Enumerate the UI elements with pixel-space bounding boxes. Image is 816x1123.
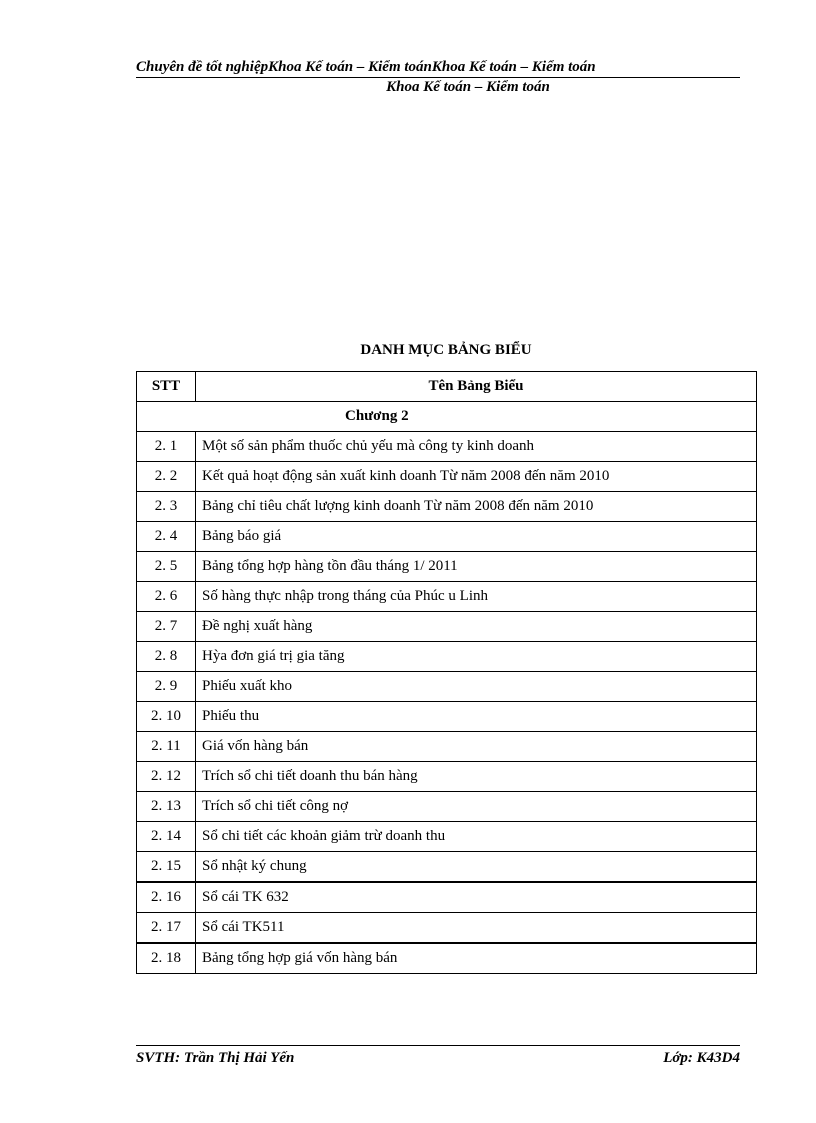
header-title-line: Chuyên đề tốt nghiệpKhoa Kế toán – Kiểm toánKhoa Kế toán – Kiểm toán xyxy=(136,59,596,75)
row-name: Kết quả hoạt động sản xuất kinh doanh Từ năm 2008 đến năm 2010 xyxy=(196,462,757,492)
row-stt: 2. 14 xyxy=(137,822,196,852)
page-header xyxy=(136,56,740,96)
row-stt: 2. 7 xyxy=(137,612,196,642)
table-row xyxy=(137,522,757,552)
column-header-stt: STT xyxy=(137,372,196,402)
row-name: Hỳa đơn giá trị gia tăng xyxy=(196,642,757,672)
table-row xyxy=(137,462,757,492)
row-name: Sổ cái TK 632 xyxy=(196,882,757,913)
table-row xyxy=(137,612,757,642)
table-row xyxy=(137,913,757,944)
row-stt: 2. 15 xyxy=(137,852,196,883)
row-name: Trích sổ chi tiết doanh thu bán hàng xyxy=(196,762,757,792)
table-body xyxy=(137,402,757,974)
row-stt: 2. 16 xyxy=(137,882,196,913)
row-name: Sổ chi tiết các khoản giảm trừ doanh thu xyxy=(196,822,757,852)
table-row xyxy=(137,882,757,913)
row-stt: 2. 6 xyxy=(137,582,196,612)
row-name: Phiếu thu xyxy=(196,702,757,732)
table-row xyxy=(137,852,757,883)
column-header-name: Tên Bảng Biểu xyxy=(196,372,757,402)
table-row xyxy=(137,732,757,762)
table-row xyxy=(137,432,757,462)
row-name: Đề nghị xuất hàng xyxy=(196,612,757,642)
footer-author: SVTH: Trần Thị Hải Yến xyxy=(136,1050,295,1066)
table-row xyxy=(137,822,757,852)
row-name: Bảng báo giá xyxy=(196,522,757,552)
row-stt: 2. 4 xyxy=(137,522,196,552)
row-stt: 2. 9 xyxy=(137,672,196,702)
table-row xyxy=(137,672,757,702)
row-name: Phiếu xuất kho xyxy=(196,672,757,702)
table-row xyxy=(137,943,757,974)
row-stt: 2. 3 xyxy=(137,492,196,522)
row-stt: 2. 12 xyxy=(137,762,196,792)
row-stt: 2. 18 xyxy=(137,943,196,974)
row-name: Một số sản phẩm thuốc chủ yếu mà công ty kinh doanh xyxy=(196,432,757,462)
row-name: Bảng tổng hợp giá vốn hàng bán xyxy=(196,943,757,974)
table-row xyxy=(137,762,757,792)
page-footer xyxy=(136,1045,740,1067)
row-name: Bảng chỉ tiêu chất lượng kinh doanh Từ năm 2008 đến năm 2010 xyxy=(196,492,757,522)
row-stt: 2. 1 xyxy=(137,432,196,462)
table-row xyxy=(137,702,757,732)
row-stt: 2. 5 xyxy=(137,552,196,582)
table-list xyxy=(136,371,757,974)
table-row xyxy=(137,642,757,672)
chapter-heading: Chương 2 xyxy=(137,402,757,432)
row-name: Giá vốn hàng bán xyxy=(196,732,757,762)
chapter-row xyxy=(137,402,757,432)
row-name: Sổ cái TK511 xyxy=(196,913,757,944)
table-header-row xyxy=(137,372,757,402)
row-name: Số hàng thực nhập trong tháng của Phúc u Linh xyxy=(196,582,757,612)
footer-rule xyxy=(136,1045,740,1046)
table-row xyxy=(137,552,757,582)
document-title: DANH MỤC BẢNG BIỂU xyxy=(360,342,532,358)
row-stt: 2. 8 xyxy=(137,642,196,672)
row-stt: 2. 13 xyxy=(137,792,196,822)
table-row xyxy=(137,792,757,822)
table-row xyxy=(137,582,757,612)
row-name: Sổ nhật ký chung xyxy=(196,852,757,883)
row-stt: 2. 17 xyxy=(137,913,196,944)
table-row xyxy=(137,492,757,522)
row-stt: 2. 2 xyxy=(137,462,196,492)
header-subtitle-line: Khoa Kế toán – Kiểm toán xyxy=(386,79,550,95)
row-name: Trích sổ chi tiết công nợ xyxy=(196,792,757,822)
row-name: Bảng tổng hợp hàng tồn đầu tháng 1/ 2011 xyxy=(196,552,757,582)
row-stt: 2. 10 xyxy=(137,702,196,732)
footer-class: Lớp: K43D4 xyxy=(663,1050,740,1066)
row-stt: 2. 11 xyxy=(137,732,196,762)
